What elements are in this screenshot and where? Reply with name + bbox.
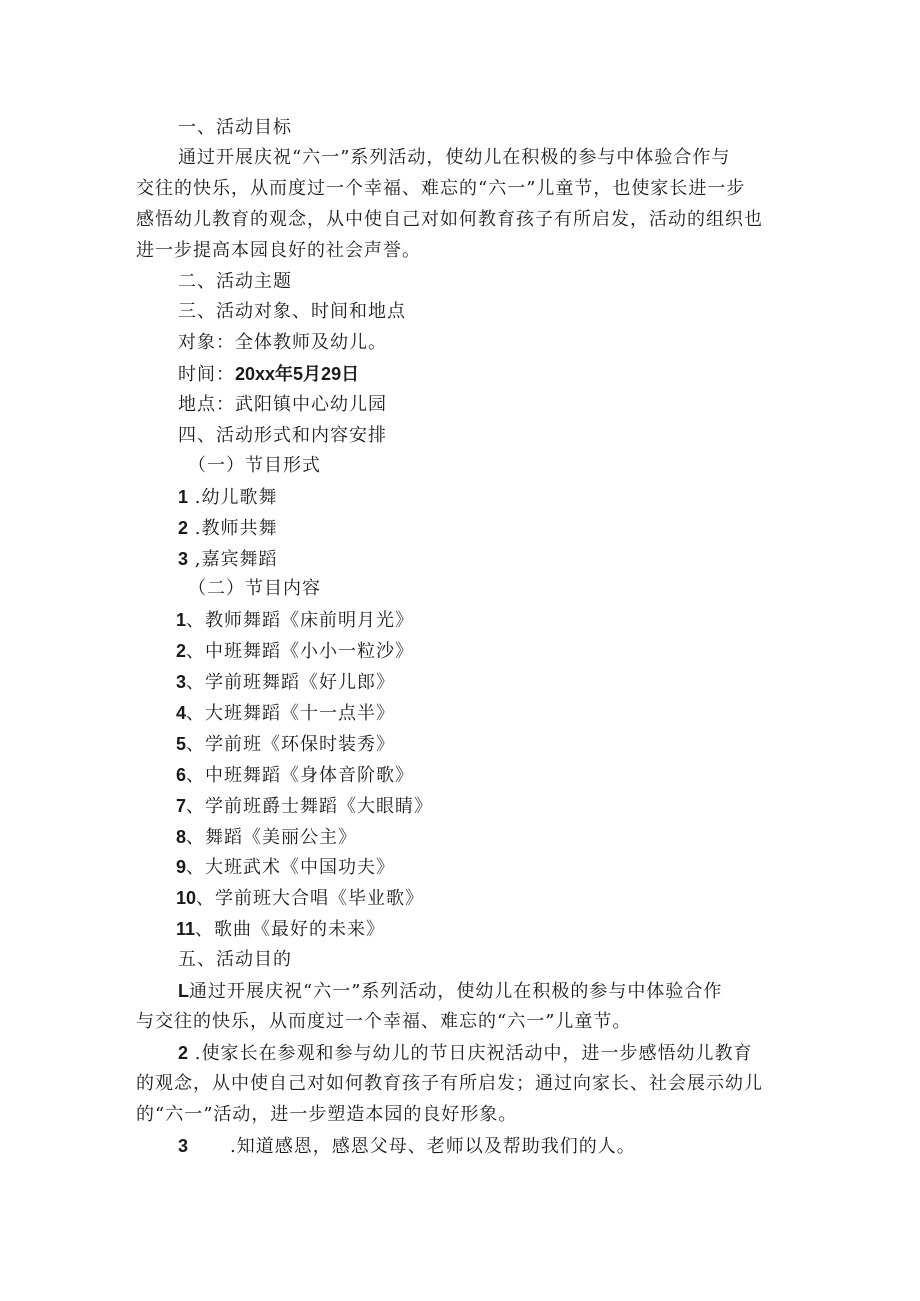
form-item-text: .幼儿歌舞	[188, 487, 278, 508]
target-line: 对象：全体教师及幼儿。	[178, 332, 387, 353]
program-num: 8	[176, 827, 187, 847]
form-item	[178, 548, 277, 571]
form-item-num: 1	[178, 487, 189, 507]
section2-heading: 二、活动主题	[178, 271, 292, 292]
program-item	[176, 609, 414, 632]
section1-para-line: 交往的快乐，从而度过一个幸福、难忘的“六一”儿童节，也使家长进一步	[136, 178, 746, 199]
purpose-num: 3	[178, 1136, 189, 1156]
program-num: 3	[176, 672, 187, 692]
time-label: 时间：	[178, 364, 235, 385]
program-text: 、学前班舞蹈《好儿郎》	[186, 672, 396, 693]
form-item-num: 3	[178, 549, 189, 569]
purpose-para-line	[178, 1135, 636, 1158]
program-item	[176, 640, 414, 663]
program-num: 9	[176, 857, 187, 877]
program-item	[176, 671, 395, 694]
purpose-para-line: 的观念，从中使自己对如何教育孩子有所启发；通过向家长、社会展示幼儿	[136, 1073, 763, 1094]
program-item	[176, 887, 424, 910]
program-text: 、大班舞蹈《十一点半》	[186, 703, 396, 724]
program-item	[176, 856, 395, 879]
program-num: 5	[176, 734, 187, 754]
purpose-para-line: 与交往的快乐，从而度过一个幸福、难忘的“六一”儿童节。	[136, 1011, 632, 1032]
program-text: 、中班舞蹈《小小一粒沙》	[186, 641, 415, 662]
forms-heading: （一）节目形式	[188, 455, 321, 476]
purpose-para-line	[178, 1042, 752, 1065]
section4-heading: 四、活动形式和内容安排	[178, 425, 387, 446]
program-num: 4	[176, 703, 187, 723]
program-num: 7	[176, 796, 187, 816]
content-heading: （二）节目内容	[188, 578, 321, 599]
purpose-para-line	[178, 980, 722, 1003]
program-num: 2	[176, 641, 187, 661]
program-num: 1	[176, 610, 187, 630]
program-text: 、学前班《环保时装秀》	[186, 734, 396, 755]
time-line	[178, 363, 359, 386]
program-text: 、中班舞蹈《身体音阶歌》	[186, 765, 415, 786]
time-value: 20xx年5月29日	[235, 364, 360, 384]
purpose-num: L	[178, 981, 189, 1001]
form-item	[178, 486, 277, 509]
program-text: 、学前班爵士舞蹈《大眼睛》	[186, 796, 434, 817]
section1-para-line: 进一步提高本园良好的社会声誉。	[136, 240, 421, 261]
program-text: 、教师舞蹈《床前明月光》	[186, 610, 415, 631]
form-item-num: 2	[178, 518, 189, 538]
program-num: 6	[176, 765, 187, 785]
purpose-text: .知道感恩，感恩父母、老师以及帮助我们的人。	[230, 1136, 636, 1157]
section5-heading: 五、活动目的	[178, 949, 292, 970]
program-item	[176, 918, 385, 941]
program-text: 、学前班大合唱《毕业歌》	[196, 888, 425, 909]
place-line: 地点：武阳镇中心幼儿园	[178, 394, 387, 415]
program-text: 、大班武术《中国功夫》	[186, 857, 396, 878]
program-num: 11	[176, 919, 196, 939]
purpose-text: .使家长在参观和参与幼儿的节日庆祝活动中，进一步感悟幼儿教育	[188, 1043, 753, 1064]
program-item	[176, 733, 395, 756]
program-item	[176, 764, 414, 787]
section1-para-line: 感悟幼儿教育的观念，从中使自己对如何教育孩子有所启发，活动的组织也	[136, 209, 763, 230]
program-num: 10	[176, 888, 197, 908]
purpose-num: 2	[178, 1043, 189, 1063]
program-item	[176, 702, 395, 725]
form-item-text: ,嘉宾舞蹈	[188, 549, 278, 570]
form-item-text: .教师共舞	[188, 518, 278, 539]
purpose-para-line: 的“六一”活动，进一步塑造本园的良好形象。	[136, 1104, 518, 1125]
program-text: 、歌曲《最好的未来》	[195, 919, 386, 940]
purpose-text: 通过开展庆祝“六一”系列活动，使幼儿在积极的参与中体验合作	[189, 981, 723, 1002]
section1-para-line: 通过开展庆祝“六一”系列活动，使幼儿在积极的参与中体验合作与	[178, 147, 731, 168]
form-item	[178, 517, 277, 540]
program-text: 、舞蹈《美丽公主》	[186, 827, 358, 848]
program-item	[176, 826, 357, 849]
program-item	[176, 795, 433, 818]
section1-heading: 一、活动目标	[178, 117, 292, 138]
section3-heading: 三、活动对象、时间和地点	[178, 301, 406, 322]
